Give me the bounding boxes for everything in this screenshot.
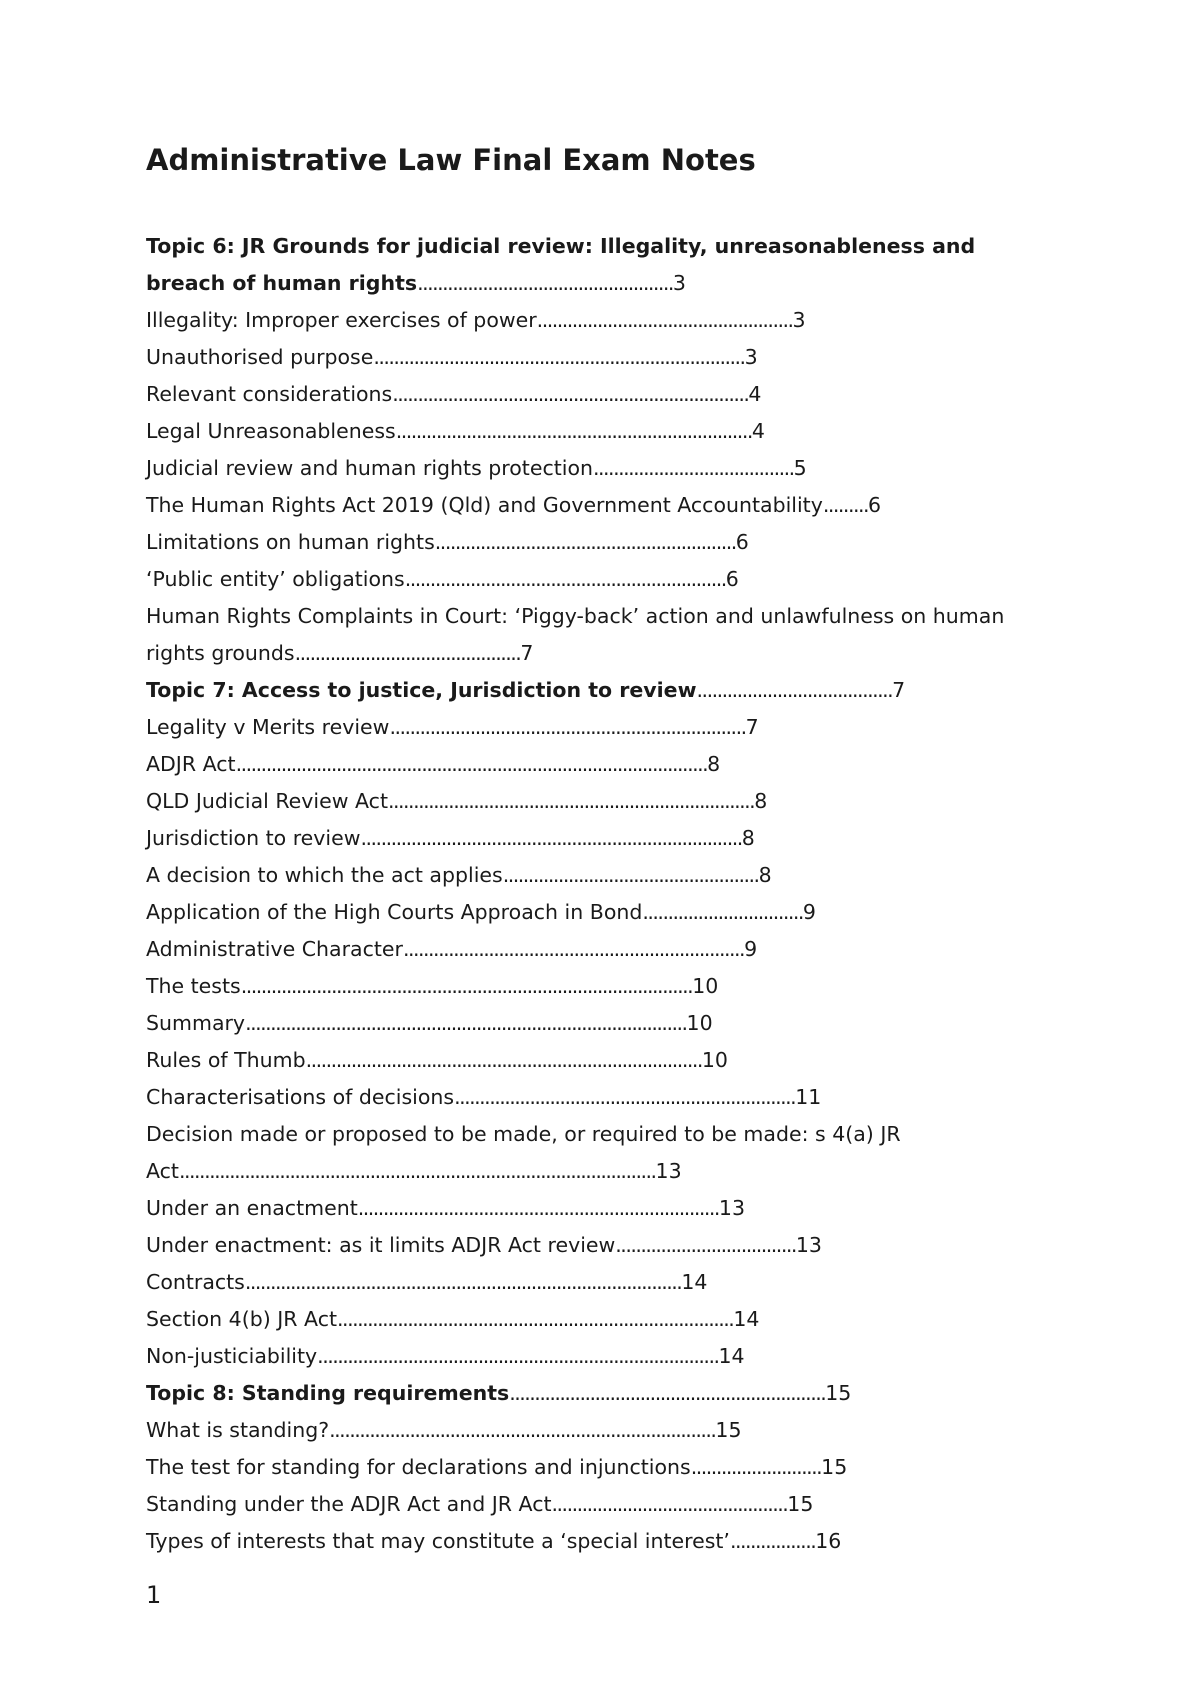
toc-leader-dots: ............................................................................................... [178,1159,656,1183]
toc-entry[interactable] [146,1005,1026,1042]
toc-topic-heading[interactable] [146,1375,1026,1412]
toc-topic-heading[interactable] [146,228,1026,302]
toc-entry[interactable] [146,709,1026,746]
toc-leader-dots: ................................................................................ [317,1344,719,1368]
toc-leader-dots: ................. [729,1529,816,1553]
toc-leader-dots: ....................................................................................... [244,1270,682,1294]
toc-page-number: 3 [744,345,758,369]
toc-entry-text: The test for standing for declarations and injunctions [146,1455,691,1479]
toc-leader-dots: ............................................. [294,641,521,665]
toc-entry-text: Legal Unreasonableness [146,419,396,443]
toc-entry-text: Illegality: Improper exercises of power [146,308,537,332]
page-number: 1 [146,1581,162,1609]
toc-entry-text: Contracts [146,1270,245,1294]
toc-entry-text: A decision to which the act applies [146,863,503,887]
toc-entry[interactable] [146,1338,1026,1375]
toc-entry[interactable] [146,1042,1026,1079]
toc-entry-text: The tests [146,974,241,998]
toc-page-number: 8 [741,826,755,850]
toc-page-number: 15 [715,1418,742,1442]
toc-entry[interactable] [146,413,1026,450]
toc-page-number: 15 [787,1492,814,1516]
toc-entry[interactable] [146,302,1026,339]
toc-page-number: 11 [795,1085,822,1109]
toc-entry[interactable] [146,746,1026,783]
toc-entry-text: Section 4(b) JR Act [146,1307,338,1331]
document-title: Administrative Law Final Exam Notes [146,143,756,177]
toc-entry[interactable] [146,524,1026,561]
toc-entry[interactable] [146,1227,1026,1264]
toc-entry-text: Human Rights Complaints in Court: ‘Piggy-back’ action and unlawfulness on human rights grounds [146,604,1005,665]
toc-entry-text: Unauthorised purpose [146,345,374,369]
toc-leader-dots: .......................................................................... [373,345,745,369]
toc-entry[interactable] [146,1264,1026,1301]
toc-leader-dots: ........................................ [593,456,794,480]
toc-entry[interactable] [146,1301,1026,1338]
toc-leader-dots: ......................................................................... [387,789,755,813]
toc-page-number: 8 [707,752,721,776]
toc-entry[interactable] [146,561,1026,598]
toc-entry[interactable] [146,1449,1026,1486]
toc-leader-dots: ............................................................................. [329,1418,716,1442]
toc-page-number: 13 [718,1196,746,1220]
toc-leader-dots: ............................................................... [509,1381,826,1405]
toc-leader-dots: ....................................................................... [392,382,749,406]
table-of-contents [146,228,1026,1560]
toc-leader-dots: ............................................... [551,1492,788,1516]
toc-leader-dots: ................................................... [417,271,673,295]
toc-entry-text: Under an enactment [146,1196,358,1220]
toc-entry[interactable] [146,487,1026,524]
toc-entry-text: Judicial review and human rights protection [146,456,593,480]
toc-page-number: 14 [718,1344,745,1368]
toc-entry[interactable] [146,857,1026,894]
toc-entry-text: Under enactment: as it limits ADJR Act review [146,1233,616,1257]
toc-entry-text: Topic 7: Access to justice, Jurisdiction to review [146,678,697,702]
toc-entry-text: Summary [146,1011,246,1035]
toc-entry-text: Topic 6: JR Grounds for judicial review: Illegality, unreasonableness and breach of human rights [146,234,976,295]
toc-leader-dots: ................................................... [536,308,793,332]
toc-entry[interactable] [146,783,1026,820]
toc-leader-dots: .................................................................... [402,937,745,961]
toc-page-number: 6 [725,567,739,591]
toc-leader-dots: ................................................................ [404,567,726,591]
toc-entry[interactable] [146,894,1026,931]
toc-entry-text: ADJR Act [146,752,236,776]
toc-entry[interactable] [146,1412,1026,1449]
toc-leader-dots: ............................................................................ [360,826,742,850]
toc-entry[interactable] [146,931,1026,968]
toc-page-number: 6 [868,493,882,517]
toc-page-number: 6 [735,530,749,554]
toc-leader-dots: ........................................................................ [357,1196,719,1220]
toc-entry[interactable] [146,598,1026,672]
toc-entry[interactable] [146,1079,1026,1116]
toc-leader-dots: ....................................................................... [389,715,746,739]
toc-page-number: 14 [681,1270,708,1294]
toc-page-number: 14 [733,1307,760,1331]
toc-leader-dots: ........................................................................................ [245,1011,687,1035]
toc-entry[interactable] [146,376,1026,413]
toc-entry-text: Limitations on human rights [146,530,435,554]
toc-leader-dots: .............................................................................................. [235,752,708,776]
toc-leader-dots: ....................................... [696,678,893,702]
toc-entry-text: Standing under the ADJR Act and JR Act [146,1492,552,1516]
toc-leader-dots: .................................................................... [454,1085,796,1109]
toc-entry-text: Relevant considerations [146,382,393,406]
toc-page-number: 13 [655,1159,682,1183]
toc-leader-dots: ............................................................ [434,530,736,554]
toc-entry[interactable] [146,1190,1026,1227]
toc-page-number: 10 [692,974,719,998]
toc-page-number: 10 [701,1048,728,1072]
toc-page-number: 7 [745,715,759,739]
toc-entry-text: Types of interests that may constitute a ‘special interest’ [146,1529,730,1553]
toc-entry-text: Decision made or proposed to be made, or required to be made: s 4(a) JR Act [146,1122,901,1183]
toc-leader-dots: ................................ [642,900,803,924]
toc-entry[interactable] [146,820,1026,857]
toc-entry-text: Application of the High Courts Approach in Bond [146,900,643,924]
toc-entry-text: Administrative Character [146,937,403,961]
toc-page-number: 8 [758,863,772,887]
toc-entry-text: ‘Public entity’ obligations [146,567,405,591]
toc-entry-text: What is standing? [146,1418,330,1442]
toc-entry-text: QLD Judicial Review Act [146,789,388,813]
toc-page-number: 10 [686,1011,713,1035]
toc-page-number: 15 [825,1381,852,1405]
toc-page-number: 9 [744,937,758,961]
toc-entry[interactable] [146,968,1026,1005]
toc-page-number: 16 [815,1529,842,1553]
toc-page-number: 9 [802,900,816,924]
toc-leader-dots: ............................................................................... [337,1307,734,1331]
toc-entry[interactable] [146,450,1026,487]
toc-page-number: 4 [751,419,765,443]
toc-entry-text: Non-justiciability [146,1344,318,1368]
toc-entry[interactable] [146,1523,1026,1560]
toc-page-number: 5 [793,456,807,480]
toc-entry-text: Jurisdiction to review [146,826,361,850]
toc-entry-text: Topic 8: Standing requirements [146,1381,510,1405]
toc-leader-dots: ......... [822,493,869,517]
toc-page-number: 3 [792,308,806,332]
toc-entry-text: Rules of Thumb [146,1048,306,1072]
toc-leader-dots: ................................................... [502,863,759,887]
toc-leader-dots: ............................................................................... [305,1048,702,1072]
toc-page-number: 3 [672,271,686,295]
toc-page-number: 8 [754,789,768,813]
toc-leader-dots: .................................... [615,1233,796,1257]
toc-entry-text: Characterisations of decisions [146,1085,455,1109]
toc-page-number: 7 [892,678,906,702]
toc-page-number: 15 [821,1455,848,1479]
toc-page-number: 13 [795,1233,822,1257]
toc-topic-heading[interactable] [146,672,1026,709]
toc-leader-dots: ....................................................................... [395,419,752,443]
toc-page-number: 7 [520,641,534,665]
toc-page-number: 4 [748,382,762,406]
toc-entry[interactable] [146,1116,1026,1190]
toc-entry-text: The Human Rights Act 2019 (Qld) and Government Accountability [146,493,823,517]
toc-entry[interactable] [146,1486,1026,1523]
toc-entry-text: Legality v Merits review [146,715,390,739]
toc-entry[interactable] [146,339,1026,376]
toc-leader-dots: .......................................................................................... [240,974,693,998]
toc-leader-dots: .......................... [690,1455,822,1479]
